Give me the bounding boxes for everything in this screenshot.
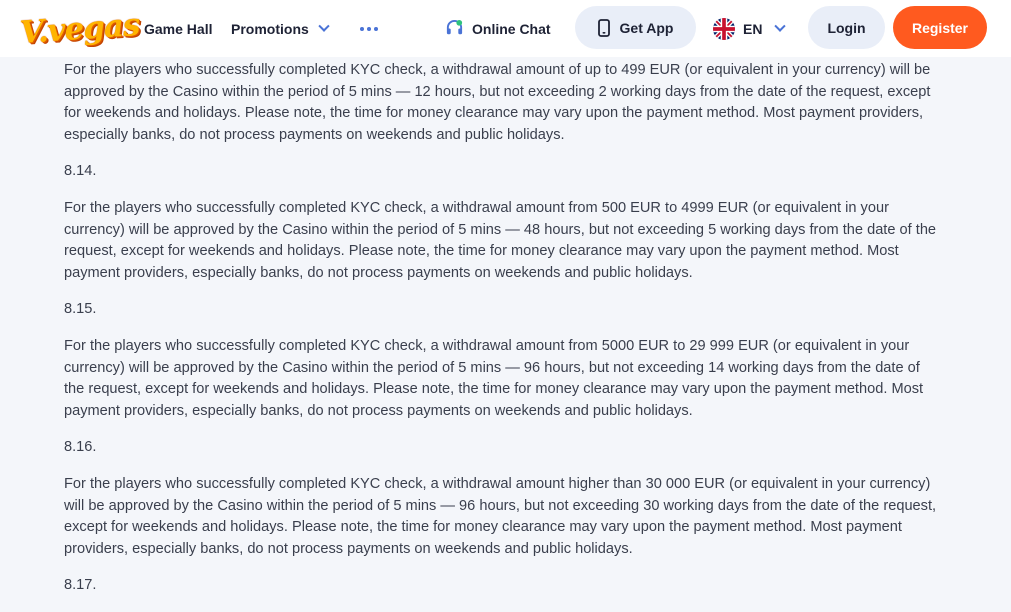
login-label: Login bbox=[827, 19, 866, 36]
terms-paragraph-8-13: For the players who successfully completed KYC check, a withdrawal amount of up to 499 EUR (or equivalent in your currency) will be approved by the Casino within the period of 5 mins — 12 hours, but not exceeding 2 working days from the date of the request, except for weekends and holidays. Please note, the time for money clearance may vary upon the payment method. Most payment providers, especially banks, do not process payments on weekends and public holidays. bbox=[64, 62, 931, 143]
chevron-down-icon bbox=[775, 20, 786, 31]
online-chat-label: Online Chat bbox=[472, 20, 551, 37]
terms-paragraph-8-15: For the players who successfully completed KYC check, a withdrawal amount from 5000 EUR to 29 999 EUR (or equivalent in your currency) will be approved by the Casino within the period of 5 mins — 96 hours, but not exceeding 14 working days from the date of the request, except for weekends and holidays. Please note, the time for money clearance may vary upon the payment method. Most payment providers, especially banks, do not process payments on weekends and public holidays. bbox=[64, 337, 924, 419]
language-selector[interactable] bbox=[713, 0, 784, 57]
more-dots-icon[interactable] bbox=[360, 0, 378, 57]
register-label: Register bbox=[911, 19, 969, 36]
section-number-8-15: 8.15. bbox=[64, 301, 97, 318]
get-app-button[interactable] bbox=[575, 6, 696, 49]
terms-content bbox=[64, 60, 944, 612]
dot bbox=[374, 27, 378, 31]
online-chat-link[interactable] bbox=[445, 0, 551, 57]
logo-text[interactable]: V.vegas bbox=[18, 6, 141, 51]
nav-game-hall[interactable] bbox=[144, 0, 212, 57]
register-button[interactable] bbox=[893, 6, 987, 49]
language-label: EN bbox=[743, 20, 763, 37]
top-header bbox=[0, 0, 1011, 57]
uk-flag-icon bbox=[713, 18, 735, 40]
nav-promotions[interactable] bbox=[231, 0, 328, 57]
section-number-8-17: 8.17. bbox=[64, 577, 97, 594]
terms-paragraph-8-14: For the players who successfully completed KYC check, a withdrawal amount from 500 EUR to 4999 EUR (or equivalent in your currency) will be approved by the Casino within the period of 5 mins — 48 hours, but not exceeding 5 working days from the date of the request, except for weekends and holidays. Please note, the time for money clearance may vary upon the payment method. Most payment providers, especially banks, do not process payments on weekends and public holidays. bbox=[64, 199, 937, 281]
site-logo[interactable] bbox=[18, 4, 141, 54]
nav-promotions-label: Promotions bbox=[231, 20, 309, 37]
get-app-label: Get App bbox=[619, 19, 674, 36]
chevron-down-icon bbox=[318, 20, 329, 31]
login-button[interactable] bbox=[808, 6, 885, 49]
dot bbox=[360, 27, 364, 31]
terms-paragraph-8-16: For the players who successfully completed KYC check, a withdrawal amount higher than 30 000 EUR (or equivalent in your currency) will be approved by the Casino within the period of 5 mins — 96 hours, but not exceeding 30 working days from the date of the request, except for weekends and holidays. Please note, the time for money clearance may vary upon the payment method. Most payment providers, especially banks, do not process payments on weekends and public holidays. bbox=[64, 475, 937, 557]
section-number-8-16: 8.16. bbox=[64, 439, 97, 456]
headset-icon bbox=[445, 19, 464, 38]
nav-game-hall-label: Game Hall bbox=[144, 20, 213, 37]
section-number-8-14: 8.14. bbox=[64, 163, 97, 180]
dot bbox=[367, 27, 371, 31]
phone-icon bbox=[598, 19, 610, 37]
